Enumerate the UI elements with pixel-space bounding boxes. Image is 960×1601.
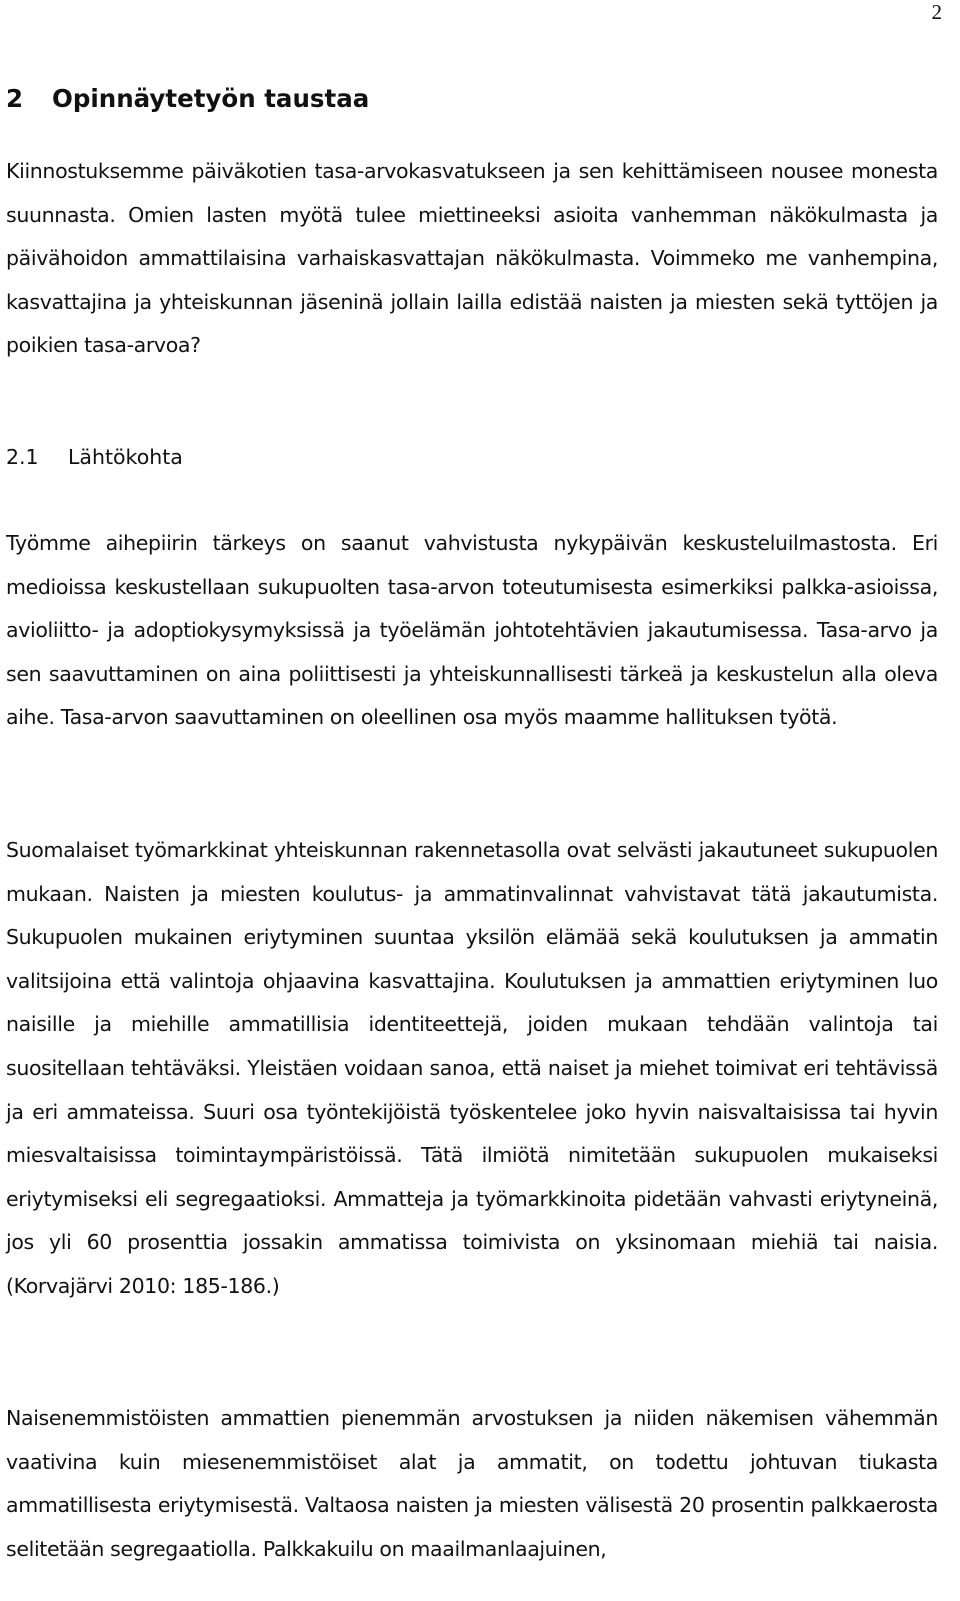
section-title: Opinnäytetyön taustaa: [52, 84, 370, 113]
body-paragraph: Naisenemmistöisten ammattien pienemmän arvostuksen ja niiden näkemisen vähemmän vaativina kuin miesenemmistöiset alat ja ammatit, on todettu johtuvan tiukasta ammatillisesta eriytymisestä. Valtaosa naisten ja miesten välisestä 20 prosentin palkkaerosta selitetään segregaatiolla. Palkkakuilu on maailmanlaajuinen,: [6, 1406, 938, 1561]
section-heading: [6, 82, 369, 116]
subsection-number: 2.1: [6, 445, 39, 469]
subsection-title: Lähtökohta: [68, 445, 183, 469]
subsection-heading: [6, 441, 183, 473]
intro-paragraph: Kiinnostuksemme päiväkotien tasa-arvokasvatukseen ja sen kehittämiseen nousee monesta suunnasta. Omien lasten myötä tulee miettineeksi asioita vanhemman näkökulmasta ja päivähoidon ammattilaisina varhaiskasvattajan näkökulmasta. Voimmeko me vanhempina, kasvattajina ja yhteiskunnan jäseninä jollain lailla edistää naisten ja miesten sekä tyttöjen ja poikien tasa-arvoa?: [6, 159, 938, 358]
body-paragraph: Työmme aihepiirin tärkeys on saanut vahvistusta nykypäivän keskusteluilmastosta. Eri medioissa keskustellaan sukupuolten tasa-arvon toteutumisesta esimerkiksi palkka-asioissa, avioliitto- ja adoptiokysymyksissä ja työelämän johtotehtävien jakautumisessa. Tasa-arvo ja sen saavuttaminen on aina poliittisesti ja yhteiskunnallisesti tärkeä ja keskustelun alla oleva aihe. Tasa-arvon saavuttaminen on oleellinen osa myös maamme hallituksen työtä.: [6, 531, 938, 730]
section-number: 2: [6, 84, 24, 113]
page-number: 2: [931, 0, 942, 24]
body-paragraph: Suomalaiset työmarkkinat yhteiskunnan rakennetasolla ovat selvästi jakautuneet sukupuolen mukaan. Naisten ja miesten koulutus- ja ammatinvalinnat vahvistavat tätä jakautumista. Sukupuolen mukainen eriytyminen suuntaa yksilön elämää sekä koulutuksen ja ammatin valitsijoina että valintoja ohjaavina kasvattajina. Koulutuksen ja ammattien eriytyminen luo naisille ja miehille ammatillisia identiteettejä, joiden mukaan tehdään valintoja tai suositellaan tehtäväksi. Yleistäen voidaan sanoa, että naiset ja miehet toimivat eri tehtävissä ja eri ammateissa. Suuri osa työntekijöistä työskentelee joko hyvin naisvaltaisissa tai hyvin miesvaltaisissa toimintaympäristöissä. Tätä ilmiötä nimitetään sukupuolen mukaiseksi eriytymiseksi eli segregaatioksi. Ammatteja ja työmarkkinoita pidetään vahvasti eriytyneinä, jos yli 60 prosenttia jossakin ammatissa toimivista on yksinomaan miehiä tai naisia. (Korvajärvi 2010: 185-186.): [6, 838, 938, 1298]
